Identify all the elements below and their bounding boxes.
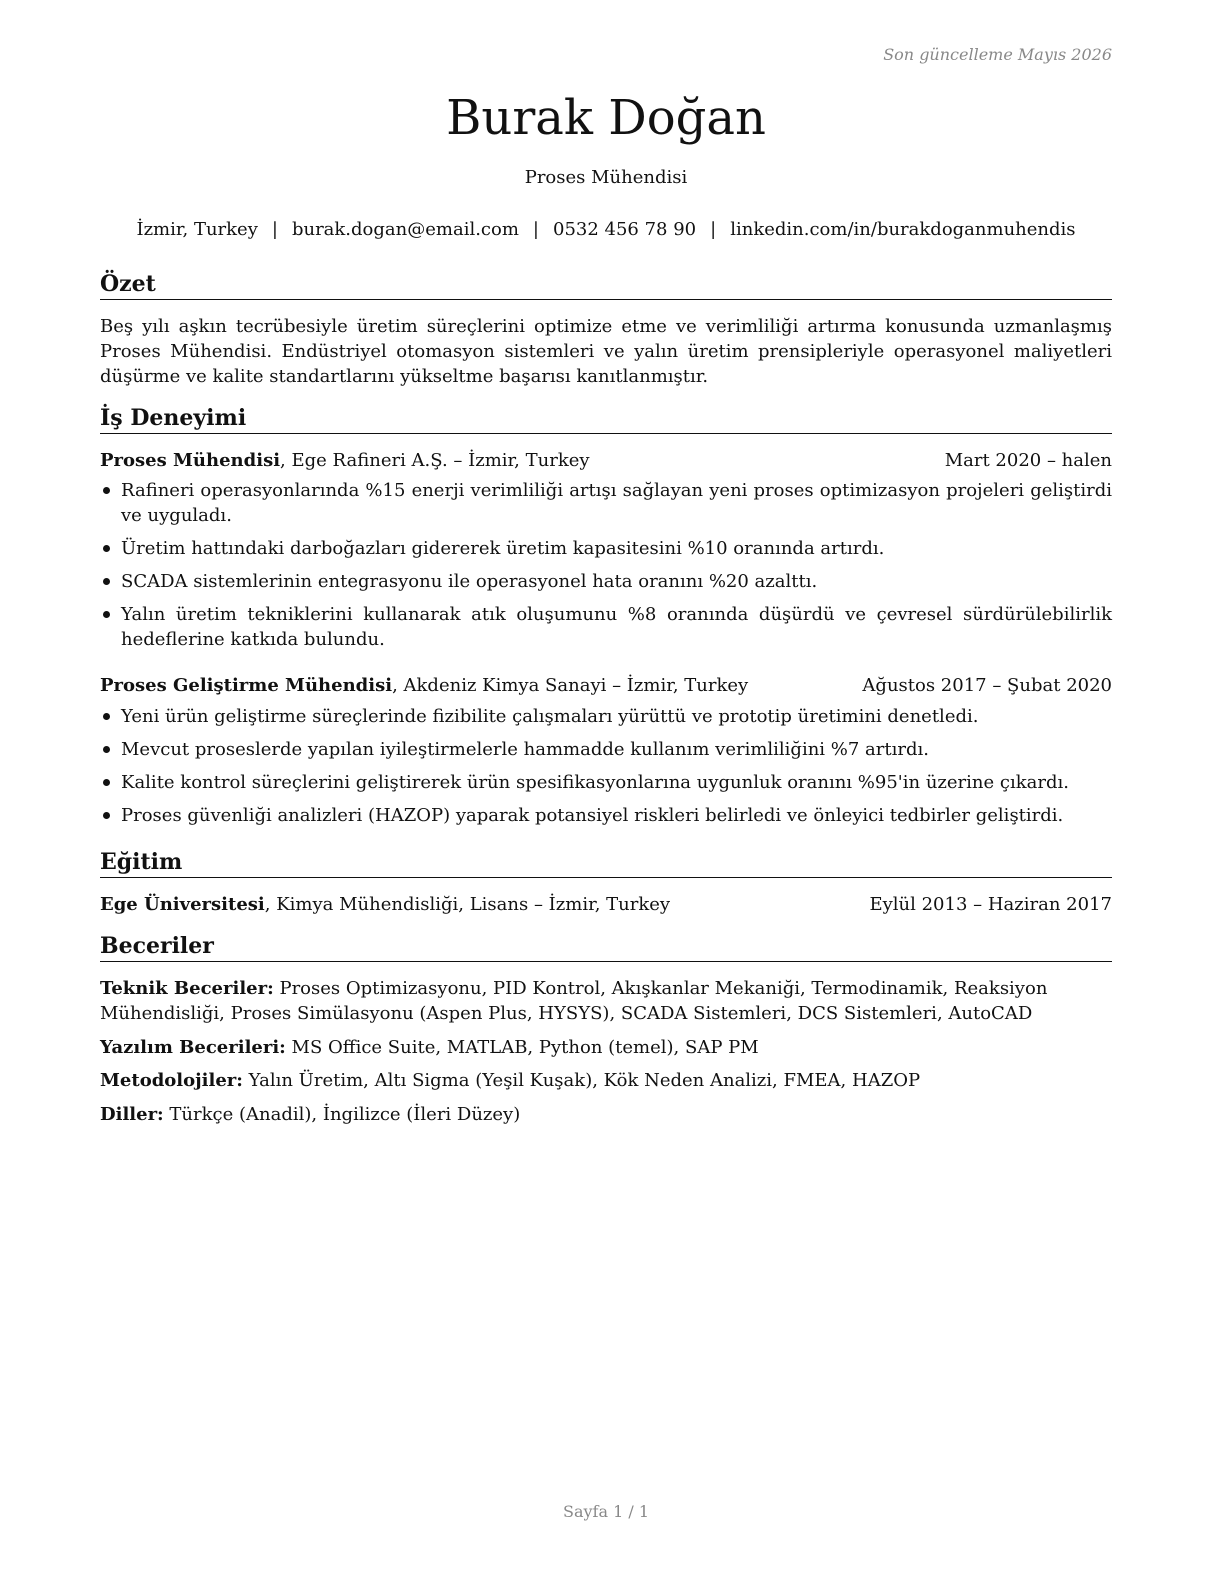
job-bullets xyxy=(100,478,1112,660)
education-details: , Kimya Mühendisliği, Lisans – İzmir, Turkey xyxy=(264,894,671,915)
skill-line xyxy=(100,976,1120,1026)
skill-value: MS Office Suite, MATLAB, Python (temel), SAP PM xyxy=(285,1037,759,1058)
skill-label: Teknik Beceriler: xyxy=(100,978,274,999)
skill-label: Metodolojiler: xyxy=(100,1070,243,1091)
skill-line xyxy=(100,1035,1120,1060)
job-role-org xyxy=(100,448,590,473)
section-heading-skills: Beceriler xyxy=(100,932,1112,962)
page-number: Sayfa 1 / 1 xyxy=(562,1502,649,1521)
contact-phone[interactable]: 0532 456 78 90 xyxy=(553,219,697,240)
skill-value: Proses Optimizasyonu, PID Kontrol, Akışkanlar Mekaniği, Termodinamik, Reaksiyon Mühendisliği, Proses Simülasyonu (Aspen Plus, HYSYS), SCADA Sistemleri, DCS Sistemleri, AutoCAD xyxy=(100,978,1048,1024)
list-item: Mevcut proseslerde yapılan iyileştirmelerle hammadde kullanım verimliliğini %7 artırdı. xyxy=(100,737,1112,762)
list-item: Rafineri operasyonlarında %15 enerji verimliliği artışı sağlayan yeni proses optimizasyon projeleri geliştirdi ve uyguladı. xyxy=(100,478,1112,528)
job-bullets xyxy=(100,704,1112,836)
list-item: Proses güvenliği analizleri (HAZOP) yaparak potansiyel riskleri belirledi ve önleyici tedbirler geliştirdi. xyxy=(100,803,1112,828)
contact-separator: | xyxy=(710,219,717,240)
skill-line xyxy=(100,1102,1120,1127)
list-item: Kalite kontrol süreçlerini geliştirerek ürün spesifikasyonlarına uygunluk oranını %95'in üzerine çıkardı. xyxy=(100,770,1112,795)
skill-value: Yalın Üretim, Altı Sigma (Yeşil Kuşak), Kök Neden Analizi, FMEA, HAZOP xyxy=(242,1070,921,1091)
section-heading-summary: Özet xyxy=(100,270,1112,300)
skill-label: Diller: xyxy=(100,1104,164,1125)
education-school: Ege Üniversitesi xyxy=(100,894,265,915)
contact-linkedin[interactable]: linkedin.com/in/burakdoganmuhendis xyxy=(730,219,1076,240)
contact-email[interactable]: burak.dogan@email.com xyxy=(291,219,519,240)
last-updated: Son güncelleme Mayıs 2026 xyxy=(883,45,1112,64)
skill-line xyxy=(100,1068,1120,1093)
contact-line xyxy=(100,219,1112,240)
candidate-title: Proses Mühendisi xyxy=(524,167,688,188)
contact-location: İzmir, Turkey xyxy=(136,219,258,240)
contact-separator: | xyxy=(271,219,278,240)
education-entry xyxy=(100,892,1112,917)
list-item: Yeni ürün geliştirme süreçlerinde fizibilite çalışmaları yürüttü ve prototip üretimini denetledi. xyxy=(100,704,1112,729)
list-item: Üretim hattındaki darboğazları gidererek üretim kapasitesini %10 oranında artırdı. xyxy=(100,536,1112,561)
job-header xyxy=(100,448,1112,473)
candidate-name: Burak Doğan xyxy=(446,90,766,146)
job-role-org xyxy=(100,673,748,698)
job-org: , Akdeniz Kimya Sanayi – İzmir, Turkey xyxy=(392,675,749,696)
contact-separator: | xyxy=(532,219,539,240)
resume-page xyxy=(100,0,1112,1584)
job-dates: Ağustos 2017 – Şubat 2020 xyxy=(862,675,1112,696)
job-role: Proses Geliştirme Mühendisi xyxy=(100,675,393,696)
job-org: , Ege Rafineri A.Ş. – İzmir, Turkey xyxy=(280,450,590,471)
section-heading-experience: İş Deneyimi xyxy=(100,404,1112,434)
job-header xyxy=(100,673,1112,698)
education-school-details xyxy=(100,892,670,917)
list-item: Yalın üretim tekniklerini kullanarak atık oluşumunu %8 oranında düşürdü ve çevresel sürdürülebilirlik hedeflerine katkıda bulundu. xyxy=(100,602,1112,652)
job-role: Proses Mühendisi xyxy=(100,450,281,471)
skill-value: Türkçe (Anadil), İngilizce (İleri Düzey) xyxy=(163,1104,521,1125)
job-dates: Mart 2020 – halen xyxy=(944,450,1112,471)
education-dates: Eylül 2013 – Haziran 2017 xyxy=(869,894,1112,915)
summary-text: Beş yılı aşkın tecrübesiyle üretim süreçlerini optimize etme ve verimliliği artırma konusunda uzmanlaşmış Proses Mühendisi. Endüstriyel otomasyon sistemleri ve yalın üretim prensipleriyle operasyonel maliyetleri düşürme ve kalite standartlarını yükseltme başarısı kanıtlanmıştır. xyxy=(100,316,1112,387)
skill-label: Yazılım Becerileri: xyxy=(100,1037,286,1058)
section-heading-education: Eğitim xyxy=(100,848,1112,878)
list-item: SCADA sistemlerinin entegrasyonu ile operasyonel hata oranını %20 azalttı. xyxy=(100,569,1112,594)
